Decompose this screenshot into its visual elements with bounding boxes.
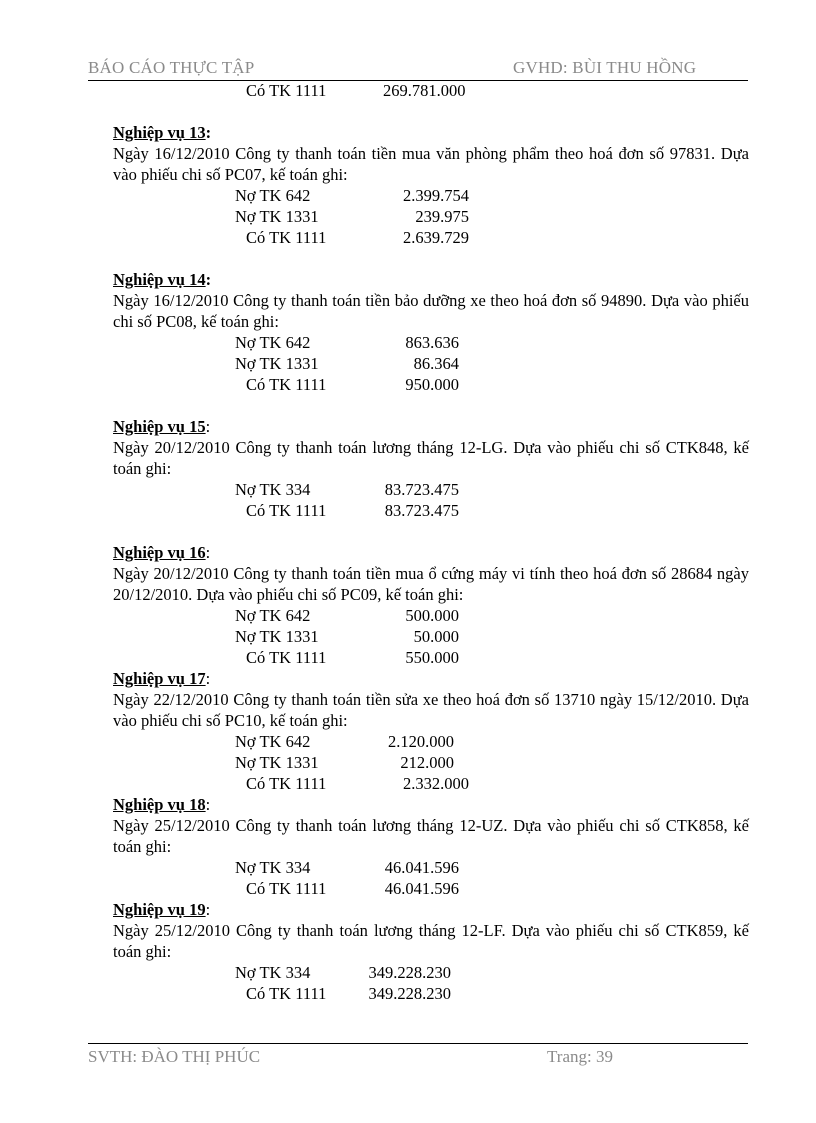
supervisor: GVHD: BÙI THU HỒNG — [513, 58, 697, 77]
transaction-title-colon: : — [205, 900, 211, 919]
journal-entry — [113, 353, 749, 374]
journal-entry — [113, 206, 749, 227]
transaction-description: Ngày 20/12/2010 Công ty thanh toán lương tháng 12-LG. Dựa vào phiếu chi số CTK848, kế toán ghi: — [113, 438, 749, 478]
entry-account: Nợ TK 642 — [235, 606, 311, 625]
transaction-block — [113, 899, 749, 1004]
journal-entry — [113, 227, 749, 248]
page-number: Trang: 39 — [547, 1047, 613, 1066]
journal-entries — [113, 185, 749, 248]
entry-amount: 550.000 — [405, 648, 459, 667]
transaction-title: Nghiệp vụ 14 — [113, 270, 206, 289]
journal-entry — [113, 332, 749, 353]
transaction-block — [113, 269, 749, 395]
transaction-title: Nghiệp vụ 17 — [113, 669, 206, 688]
journal-entries — [113, 605, 749, 668]
entry-amount: 2.332.000 — [403, 774, 469, 793]
journal-entry — [113, 479, 749, 500]
journal-entry — [113, 185, 749, 206]
transaction-title: Nghiệp vụ 19 — [113, 900, 206, 919]
entry-account: Nợ TK 1331 — [235, 627, 319, 646]
report-title: BÁO CÁO THỰC TẬP — [88, 58, 255, 77]
entry-account: Có TK 1111 — [246, 879, 327, 898]
entry-account: Nợ TK 1331 — [235, 354, 319, 373]
transaction-title: Nghiệp vụ 13 — [113, 123, 206, 142]
journal-entry — [113, 857, 749, 878]
page-content — [113, 80, 749, 1004]
transaction-description: Ngày 22/12/2010 Công ty thanh toán tiền sửa xe theo hoá đơn số 13710 ngày 15/12/2010. Dựa vào phiếu chi số PC10, kế toán ghi: — [113, 690, 749, 730]
transaction-description: Ngày 20/12/2010 Công ty thanh toán tiền mua ổ cứng máy vi tính theo hoá đơn số 28684 ngày 20/12/2010. Dựa vào phiếu chi số PC09, kế toán ghi: — [113, 564, 749, 604]
entry-account: Nợ TK 334 — [235, 963, 311, 982]
entry-account: Có TK 1111 — [246, 984, 327, 1003]
journal-entry — [113, 773, 749, 794]
transactions-list — [113, 122, 749, 1004]
entry-amount: 349.228.230 — [368, 963, 451, 982]
page-header — [88, 58, 748, 81]
entry-amount: 2.399.754 — [403, 186, 469, 205]
transaction-block — [113, 668, 749, 794]
entry-account: Có TK 1111 — [246, 648, 327, 667]
entry-account: Có TK 1111 — [246, 81, 327, 100]
entry-amount: 50.000 — [413, 627, 459, 646]
transaction-heading — [113, 668, 749, 689]
transaction-block — [113, 542, 749, 668]
transaction-title-colon: : — [205, 543, 211, 562]
transaction-title: Nghiệp vụ 18 — [113, 795, 206, 814]
entry-amount: 46.041.596 — [384, 879, 459, 898]
journal-entries — [113, 962, 749, 1004]
transaction-description: Ngày 25/12/2010 Công ty thanh toán lương tháng 12-LF. Dựa vào phiếu chi số CTK859, kế toán ghi: — [113, 921, 749, 961]
student-name: SVTH: ĐÀO THỊ PHÚC — [88, 1047, 261, 1066]
entry-amount: 950.000 — [405, 375, 459, 394]
entry-amount: 349.228.230 — [368, 984, 451, 1003]
transaction-description: Ngày 16/12/2010 Công ty thanh toán tiền mua văn phòng phẩm theo hoá đơn số 97831. Dựa vào phiếu chi số PC07, kế toán ghi: — [113, 144, 749, 184]
journal-entry — [113, 878, 749, 899]
journal-entries — [113, 332, 749, 395]
entry-account: Nợ TK 334 — [235, 480, 311, 499]
entry-amount: 269.781.000 — [383, 81, 466, 100]
transaction-heading — [113, 416, 749, 437]
transaction-title: Nghiệp vụ 15 — [113, 417, 206, 436]
journal-entry — [113, 647, 749, 668]
entry-account: Nợ TK 642 — [235, 186, 311, 205]
entry-amount: 212.000 — [400, 753, 454, 772]
transaction-heading — [113, 794, 749, 815]
entry-account: Nợ TK 334 — [235, 858, 311, 877]
transaction-heading — [113, 542, 749, 563]
entry-amount: 86.364 — [413, 354, 459, 373]
transaction-title-colon: : — [205, 795, 211, 814]
entry-amount: 500.000 — [405, 606, 459, 625]
entry-account: Nợ TK 1331 — [235, 207, 319, 226]
entry-amount: 46.041.596 — [384, 858, 459, 877]
journal-entry — [113, 731, 749, 752]
entry-amount: 83.723.475 — [384, 480, 459, 499]
entry-account: Có TK 1111 — [246, 774, 327, 793]
transaction-heading — [113, 899, 749, 920]
journal-entry — [113, 752, 749, 773]
entry-amount: 2.120.000 — [388, 732, 454, 751]
entry-account: Nợ TK 1331 — [235, 753, 319, 772]
transaction-title: Nghiệp vụ 16 — [113, 543, 206, 562]
transaction-description: Ngày 25/12/2010 Công ty thanh toán lương tháng 12-UZ. Dựa vào phiếu chi số CTK858, kế toán ghi: — [113, 816, 749, 856]
transaction-heading — [113, 122, 749, 143]
entry-amount: 83.723.475 — [384, 501, 459, 520]
journal-entries — [113, 479, 749, 521]
journal-entry — [113, 983, 749, 1004]
transaction-block — [113, 122, 749, 248]
carry-over-entry — [113, 80, 749, 101]
transaction-title-colon: : — [205, 417, 211, 436]
entry-account: Có TK 1111 — [246, 501, 327, 520]
entry-account: Có TK 1111 — [246, 228, 327, 247]
journal-entries — [113, 857, 749, 899]
entry-account: Nợ TK 642 — [235, 333, 311, 352]
journal-entry — [113, 374, 749, 395]
journal-entry — [113, 500, 749, 521]
transaction-title-colon: : — [205, 270, 212, 289]
transaction-title-colon: : — [205, 669, 211, 688]
entry-account: Có TK 1111 — [246, 375, 327, 394]
transaction-block — [113, 794, 749, 899]
transaction-heading — [113, 269, 749, 290]
page-footer — [88, 1043, 748, 1068]
entry-amount: 2.639.729 — [403, 228, 469, 247]
journal-entry — [113, 605, 749, 626]
journal-entry — [113, 626, 749, 647]
transaction-title-colon: : — [205, 123, 212, 142]
journal-entries — [113, 731, 749, 794]
journal-entry — [113, 962, 749, 983]
entry-amount: 863.636 — [405, 333, 459, 352]
transaction-block — [113, 416, 749, 521]
transaction-description: Ngày 16/12/2010 Công ty thanh toán tiền bảo dưỡng xe theo hoá đơn số 94890. Dựa vào phiếu chi số PC08, kế toán ghi: — [113, 291, 749, 331]
entry-account: Nợ TK 642 — [235, 732, 311, 751]
entry-amount: 239.975 — [415, 207, 469, 226]
